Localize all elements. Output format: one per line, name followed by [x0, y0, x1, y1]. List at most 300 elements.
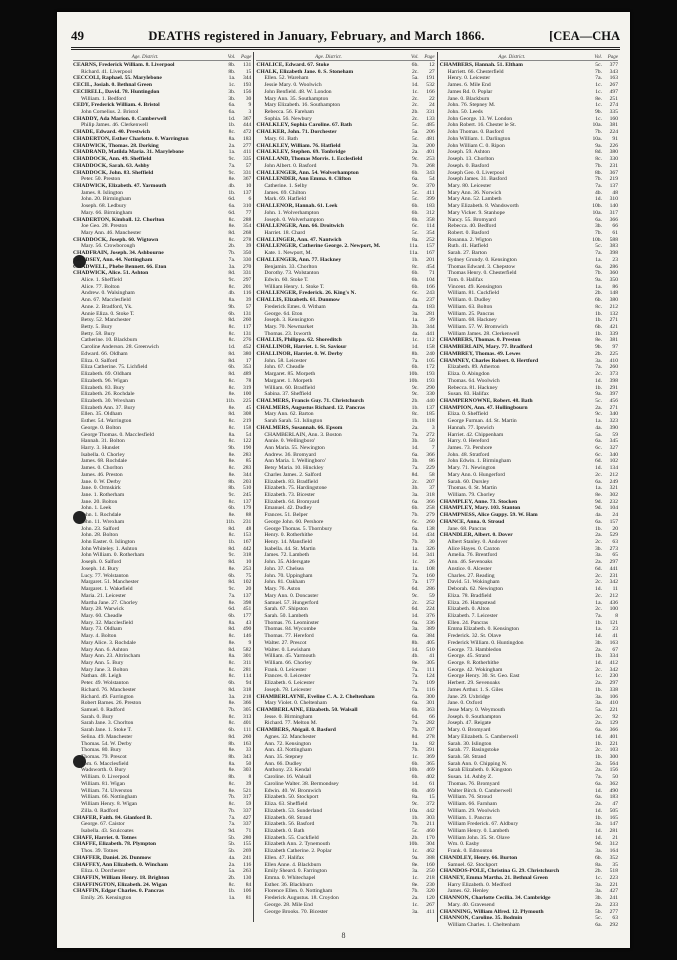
- entry-page: 339: [609, 330, 618, 337]
- entry-name: CHALKLEY, William. 76. Hatfield: [256, 142, 341, 149]
- entry-vol: 5c.: [411, 122, 419, 129]
- entry-page: 39: [429, 317, 435, 324]
- entry-row: [256, 479, 434, 486]
- page-number: 49: [71, 28, 84, 43]
- entry-page: 137: [426, 404, 435, 411]
- entry-name: Jane. 68. Pancras: [447, 525, 487, 532]
- entry-row: [73, 163, 251, 170]
- entry-page: 8: [248, 774, 252, 781]
- entry-row: [440, 203, 618, 210]
- entry-vol: 5a.: [595, 431, 602, 438]
- entry-page: 10: [245, 559, 252, 566]
- entry-name: Sabina. 37. Sheffield: [264, 391, 312, 398]
- entry-name: CHALMERS, Susannah. 66. Epsom: [256, 424, 343, 431]
- entry-name: Charles. 27. Reading: [447, 572, 495, 579]
- entry-row: [440, 344, 618, 351]
- entry-vol: 8c.: [411, 411, 419, 418]
- entry-name: CHALKER, John. 71. Dorchester: [256, 129, 337, 136]
- entry-name: Elizabeth. 75. Hardingstone: [264, 485, 327, 492]
- entry-name: Wm. 0. Easby: [447, 841, 480, 848]
- entry-vol: 8e.: [228, 767, 236, 774]
- entry-page: 163: [609, 639, 618, 646]
- entry-page: 310: [242, 203, 252, 210]
- entry-vol: 7b.: [594, 270, 602, 277]
- entry-row: [440, 378, 618, 385]
- entry-row: [256, 297, 434, 304]
- entry-page: 88: [245, 512, 252, 519]
- entry-row: [440, 855, 618, 862]
- entry-name: CHADE, Edward. 40. Prestwich: [73, 129, 150, 136]
- entry-page: 183: [242, 135, 252, 142]
- entry-name: James. 68. Rochdale: [81, 458, 127, 465]
- entry-page: 109: [426, 680, 435, 687]
- entry-page: 207: [426, 478, 435, 485]
- entry-name: Mary. 0. Bromyard: [447, 727, 491, 734]
- entry-name: John. 1. Wolverhampton: [264, 209, 320, 216]
- entry-page: 303: [242, 767, 252, 774]
- entry-name: Mary Ann. 46. Manchester: [81, 229, 142, 236]
- entry-name: Ann. 43. Nottingham: [264, 747, 312, 754]
- entry-vol: 6a.: [411, 633, 419, 640]
- entry-vol: 7b.: [411, 539, 419, 546]
- entry-vol: 10b.: [408, 377, 419, 384]
- entry-row: [256, 492, 434, 499]
- entry-row: [73, 781, 251, 788]
- entry-page: 518: [609, 868, 618, 875]
- entry-vol: 4a.: [411, 303, 419, 310]
- heading-page: Page: [241, 55, 252, 60]
- entry-row: [440, 465, 618, 472]
- heading-age-district: Age. District.: [315, 55, 342, 60]
- entry-vol: 1b.: [411, 814, 419, 821]
- entry-page: 273: [609, 545, 618, 552]
- entry-name: Ann. 67. Macclesfield: [81, 297, 131, 304]
- entry-page: 456: [609, 397, 618, 404]
- entry-vol: 6a.: [411, 619, 419, 626]
- heading-page: Page: [424, 55, 435, 60]
- entry-name: Ann Maria. 55. Newington: [264, 444, 325, 451]
- entry-name: Elizabeth. 64. Bromyard: [264, 498, 320, 505]
- entry-page: 59: [612, 431, 618, 438]
- entry-name: Richard. 41. Liverpool: [81, 68, 132, 75]
- entry-page: 57: [245, 303, 252, 310]
- entry-row: [440, 573, 618, 580]
- entry-row: [256, 774, 434, 781]
- entry-page: 312: [426, 209, 435, 216]
- entry-page: 212: [609, 303, 618, 310]
- entry-vol: 7b.: [411, 727, 419, 734]
- entry-vol: 1b.: [228, 122, 236, 129]
- entry-row: [73, 895, 251, 902]
- entry-page: 427: [242, 814, 252, 821]
- entry-page: 39: [245, 297, 252, 304]
- entry-page: 582: [242, 646, 252, 653]
- entry-row: [440, 600, 618, 607]
- entry-name: Frederick Augustus. 18. Croydon: [264, 895, 339, 902]
- entry-page: 117: [243, 324, 252, 331]
- entry-page: 436: [609, 599, 618, 606]
- entry-page: 24: [612, 512, 618, 519]
- entry-vol: 6a.: [595, 727, 602, 734]
- entry-name: William. 74. Ulverston: [81, 787, 133, 794]
- entry-row: [440, 868, 618, 875]
- entry-name: Walter. 27. Prescot: [264, 639, 307, 646]
- entry-row: [256, 539, 434, 546]
- entry-name: Elizabeth. 89. Atherton: [447, 364, 500, 371]
- entry-page: 410: [609, 357, 618, 364]
- entry-row: [73, 458, 251, 465]
- entry-name: John. 48. Stratford: [447, 451, 490, 458]
- entry-row: [73, 385, 251, 392]
- entry-name: Sarah. 67. Shipston: [264, 606, 308, 613]
- entry-name: Vincent. 49. Kensington: [447, 283, 503, 290]
- entry-page: 54: [245, 431, 252, 438]
- entry-name: CHAMNEY, Charles Robert. 0. Hertford: [439, 357, 539, 364]
- entry-page: 231: [609, 162, 618, 169]
- entry-vol: 2c.: [595, 592, 602, 599]
- entry-row: [440, 647, 618, 654]
- entry-page: 66: [612, 223, 618, 230]
- entry-page: 212: [609, 592, 618, 599]
- entry-row: [256, 411, 434, 418]
- entry-row: [73, 243, 251, 250]
- entry-page: 367: [609, 169, 618, 176]
- entry-row: [440, 700, 618, 707]
- entry-vol: 8e.: [228, 404, 236, 411]
- entry-name: CHADFRAIN, Joseph. 34. Ashbourne: [73, 250, 164, 257]
- entry-page: 301: [242, 653, 252, 660]
- entry-row: [73, 505, 251, 512]
- entry-page: 300: [609, 754, 618, 761]
- entry-row: [440, 445, 618, 452]
- entry-vol: 9c.: [228, 492, 236, 498]
- entry-vol: 8c.: [228, 465, 236, 472]
- entry-name: CHADDOCK, John. 83. Sheffield: [73, 169, 154, 176]
- entry-row: [440, 720, 618, 727]
- entry-name: John William C. 0. Ripon: [447, 142, 505, 149]
- entry-row: [73, 156, 251, 163]
- entry-vol: 8d.: [228, 350, 236, 357]
- entry-row: [256, 841, 434, 848]
- entry-vol: 8b.: [228, 478, 236, 485]
- entry-page: 260: [242, 733, 252, 740]
- entry-vol: 2b.: [228, 874, 236, 881]
- entry-name: Elizabeth. 96. Wigan: [81, 377, 128, 384]
- entry-row: [73, 143, 251, 150]
- entry-vol: 8a.: [411, 794, 419, 801]
- entry-page: 57: [245, 162, 252, 169]
- entry-vol: 9c.: [411, 801, 419, 808]
- entry-page: 283: [242, 465, 252, 472]
- entry-vol: 5c.: [411, 135, 419, 142]
- entry-list: [440, 62, 618, 929]
- entry-page: 372: [426, 801, 435, 808]
- entry-row: [440, 196, 618, 203]
- entry-name: Rebecca. 40. Bedford: [447, 223, 497, 230]
- entry-row: [256, 445, 434, 452]
- entry-page: 367: [242, 115, 252, 122]
- entry-name: Tom. 6. Macclesfield: [81, 760, 129, 767]
- entry-vol: 1d.: [411, 444, 419, 451]
- entry-row: [256, 75, 434, 82]
- entry-name: CHAMBERS, Abigail. 0. Basford: [256, 727, 336, 734]
- entry-name: Margaret. 1. Wakefield: [81, 586, 133, 593]
- entry-vol: 1d.: [594, 377, 602, 384]
- entry-name: John William. 0. Rotherham: [81, 552, 145, 559]
- entry-vol: 2a.: [595, 801, 602, 808]
- entry-row: [73, 149, 251, 156]
- entry-row: [440, 96, 618, 103]
- entry-row: [440, 552, 618, 559]
- entry-vol: 3a.: [411, 310, 419, 317]
- entry-row: [440, 331, 618, 338]
- entry-vol: 6c.: [411, 223, 419, 230]
- entry-vol: 10a.: [592, 209, 602, 216]
- entry-page: 50: [245, 760, 252, 767]
- entry-vol: 7a.: [411, 465, 419, 472]
- entry-row: [256, 868, 434, 875]
- entry-page: 345: [609, 438, 618, 445]
- entry-page: 15: [245, 68, 252, 75]
- entry-vol: 7a.: [411, 720, 419, 727]
- entry-vol: 1c.: [411, 88, 419, 95]
- entry-row: [73, 754, 251, 761]
- entry-vol: 7b.: [228, 807, 236, 814]
- entry-page: 179: [242, 505, 252, 512]
- entry-page: 377: [609, 62, 618, 68]
- entry-vol: 8e.: [228, 471, 236, 478]
- entry-name: Amelia. 76. Brentford: [447, 552, 498, 559]
- entry-row: [440, 351, 618, 358]
- entry-vol: 1c.: [411, 901, 419, 908]
- entry-page: 272: [426, 431, 435, 438]
- entry-page: 373: [609, 371, 618, 378]
- entry-row: [256, 143, 434, 150]
- entry-row: [73, 183, 251, 190]
- entry-page: 588: [609, 236, 618, 243]
- entry-row: [440, 223, 618, 230]
- entry-page: 366: [426, 451, 435, 458]
- entry-name: Harry. 0. Hereford: [447, 438, 489, 445]
- entry-vol: 3b.: [411, 485, 419, 492]
- entry-vol: 2a.: [595, 720, 602, 727]
- entry-vol: 1d.: [411, 612, 419, 619]
- entry-row: [73, 821, 251, 828]
- entry-page: 105: [426, 357, 435, 364]
- entry-vol: 8e.: [228, 639, 236, 646]
- entry-vol: 1b.: [594, 310, 602, 317]
- entry-page: 134: [609, 465, 618, 472]
- entry-row: [73, 848, 251, 855]
- entry-vol: 7a.: [595, 612, 602, 619]
- entry-name: William. 1. Bedford: [81, 95, 126, 102]
- entry-name: Mary Ann. 52. Lambeth: [447, 196, 502, 203]
- entry-vol: 8a.: [228, 653, 236, 660]
- entry-row: [73, 734, 251, 741]
- entry-vol: 5c.: [411, 229, 419, 236]
- entry-row: [440, 640, 618, 647]
- entry-name: William Henry. 0. Lambeth: [447, 827, 510, 834]
- entry-name: Joseph. 0. Salford: [81, 559, 122, 566]
- entry-row: [256, 566, 434, 573]
- entry-name: Sarah. 77. Basingstoke: [447, 747, 499, 754]
- entry-row: [440, 438, 618, 445]
- entry-row: [256, 902, 434, 909]
- entry-vol: 8a.: [595, 861, 602, 868]
- entry-vol: 8c.: [228, 283, 236, 290]
- entry-vol: 1b.: [594, 740, 602, 747]
- entry-row: [256, 109, 434, 116]
- entry-name: Caroline Anderson. 28. Greenwich: [81, 344, 159, 351]
- entry-vol: 8d.: [228, 733, 236, 740]
- entry-name: Thomas. 76. Bromyard: [447, 780, 500, 787]
- entry-row: [440, 304, 618, 311]
- entry-vol: 2c.: [595, 606, 602, 613]
- entry-vol: 8e.: [228, 223, 236, 230]
- entry-row: [256, 593, 434, 600]
- entry-row: [256, 257, 434, 264]
- footer-mark: 8: [341, 931, 346, 940]
- entry-page: 100: [242, 391, 252, 398]
- entry-name: Samuel. 57. Hungerford: [264, 599, 319, 606]
- entry-vol: 6a.: [595, 794, 602, 801]
- entry-row: [73, 673, 251, 680]
- entry-vol: 8c.: [228, 216, 236, 223]
- entry-vol: 7b.: [594, 229, 602, 236]
- entry-vol: 6a.: [228, 203, 236, 210]
- entry-vol: 1d.: [594, 787, 602, 794]
- entry-vol: 1a.: [595, 283, 602, 290]
- entry-name: Elizabeth. 6. Leicester: [264, 680, 315, 687]
- entry-page: 282: [426, 720, 435, 727]
- entry-row: [256, 311, 434, 318]
- entry-row: [256, 754, 434, 761]
- entry-page: 297: [242, 277, 252, 283]
- entry-page: 153: [242, 532, 252, 539]
- entry-vol: 8e.: [595, 337, 602, 344]
- entry-row: [440, 626, 618, 633]
- entry-page: 352: [609, 854, 618, 861]
- entry-page: 283: [242, 451, 252, 458]
- entry-name: CHADDOCK, Sarah. 63. Ashby: [73, 162, 150, 169]
- entry-page: 137: [242, 592, 252, 599]
- entry-row: [256, 304, 434, 311]
- entry-vol: 3a.: [595, 888, 602, 895]
- entry-vol: 8d.: [228, 229, 236, 236]
- entry-row: [73, 270, 251, 277]
- entry-vol: 2c.: [411, 115, 419, 122]
- entry-vol: 9c.: [228, 277, 236, 283]
- entry-vol: 1b.: [228, 888, 236, 895]
- entry-page: 331: [242, 169, 252, 176]
- entry-vol: 3a.: [595, 760, 602, 767]
- entry-name: John. 1. Leek: [81, 505, 112, 512]
- entry-page: 317: [242, 794, 252, 801]
- entry-row: [256, 707, 434, 714]
- entry-vol: 2b.: [411, 834, 419, 841]
- entry-row: [256, 848, 434, 855]
- entry-row: [440, 243, 618, 250]
- entry-name: CHAFFE, Elizabeth. 78. Plympton: [73, 841, 156, 848]
- entry-name: Frank. 0. Edmonton: [447, 848, 493, 855]
- entry-page: 12: [429, 62, 435, 68]
- entry-page: 146: [242, 633, 252, 640]
- entry-name: CHALLIS, Philippa. 62. Shoreditch: [256, 337, 342, 344]
- entry-name: George Thomas. 5. Thornbury: [264, 525, 333, 532]
- entry-row: [256, 720, 434, 727]
- entry-row: [440, 539, 618, 546]
- entry-page: 84: [245, 881, 252, 888]
- entry-name: David. 51. Wokingham: [447, 579, 500, 586]
- entry-page: 30: [245, 95, 252, 102]
- entry-name: Jesse Mary. 0. Weymouth: [447, 707, 505, 713]
- entry-row: [256, 102, 434, 109]
- entry-name: Mary. 40. Gravesend: [447, 901, 495, 908]
- entry-row: [73, 841, 251, 848]
- entry-name: Joe Geo. 28. Preston: [81, 223, 128, 230]
- entry-name: John. 23. Salford: [81, 525, 120, 532]
- entry-row: [440, 808, 618, 815]
- entry-page: 200: [426, 142, 435, 149]
- entry-page: 434: [426, 532, 435, 539]
- entry-name: Robert. 0. Basford: [447, 229, 489, 236]
- entry-row: [256, 680, 434, 687]
- entry-page: 380: [609, 149, 618, 156]
- entry-name: Mary. 71. Newington: [447, 465, 496, 472]
- entry-row: [73, 479, 251, 486]
- entry-page: 157: [609, 518, 618, 525]
- entry-row: [73, 432, 251, 439]
- entry-page: 442: [426, 807, 435, 814]
- entry-vol: 5c.: [595, 397, 602, 404]
- entry-row: [440, 505, 618, 512]
- entry-page: 363: [426, 707, 435, 713]
- entry-vol: 2b.: [411, 109, 419, 116]
- entry-page: 172: [426, 364, 435, 371]
- entry-row: [256, 290, 434, 297]
- entry-row: [440, 129, 618, 136]
- entry-vol: 1d.: [594, 733, 602, 740]
- entry-name: Lucy. 77. Wolstanton: [81, 572, 129, 579]
- entry-page: 281: [426, 310, 435, 317]
- entry-vol: 1c.: [595, 874, 602, 881]
- entry-name: Joseph. 3. Kensington: [264, 317, 314, 324]
- entry-row: [440, 653, 618, 660]
- entry-vol: 5b.: [228, 841, 236, 848]
- entry-page: 369: [426, 754, 435, 761]
- entry-page: 440: [426, 397, 435, 404]
- entry-row: [256, 862, 434, 869]
- entry-vol: 3a.: [595, 821, 602, 828]
- entry-vol: 5a.: [595, 707, 602, 713]
- entry-vol: 2c.: [411, 102, 419, 109]
- entry-name: CHANNON, Charlotte Cecilia. 34. Cambridge: [439, 895, 551, 902]
- entry-vol: 9c.: [228, 156, 236, 163]
- entry-page: 469: [426, 787, 435, 794]
- entry-row: [256, 176, 434, 183]
- entry-page: 20: [612, 525, 618, 532]
- entry-vol: 6a.: [595, 518, 602, 525]
- entry-page: 278: [426, 733, 435, 740]
- entry-name: CHAFER, Faith. 84. Glanford B.: [73, 814, 152, 821]
- entry-name: Elizabeth. 83. Bury: [81, 384, 125, 391]
- entry-vol: 9d.: [594, 498, 602, 505]
- entry-page: 131: [242, 62, 252, 68]
- entry-name: John Whiteley. 1. Ashton: [81, 545, 138, 552]
- entry-name: CHAMBERLAIN, Ann. 3. Boston: [264, 431, 342, 438]
- entry-page: 564: [609, 760, 618, 767]
- entry-page: 245: [242, 492, 252, 498]
